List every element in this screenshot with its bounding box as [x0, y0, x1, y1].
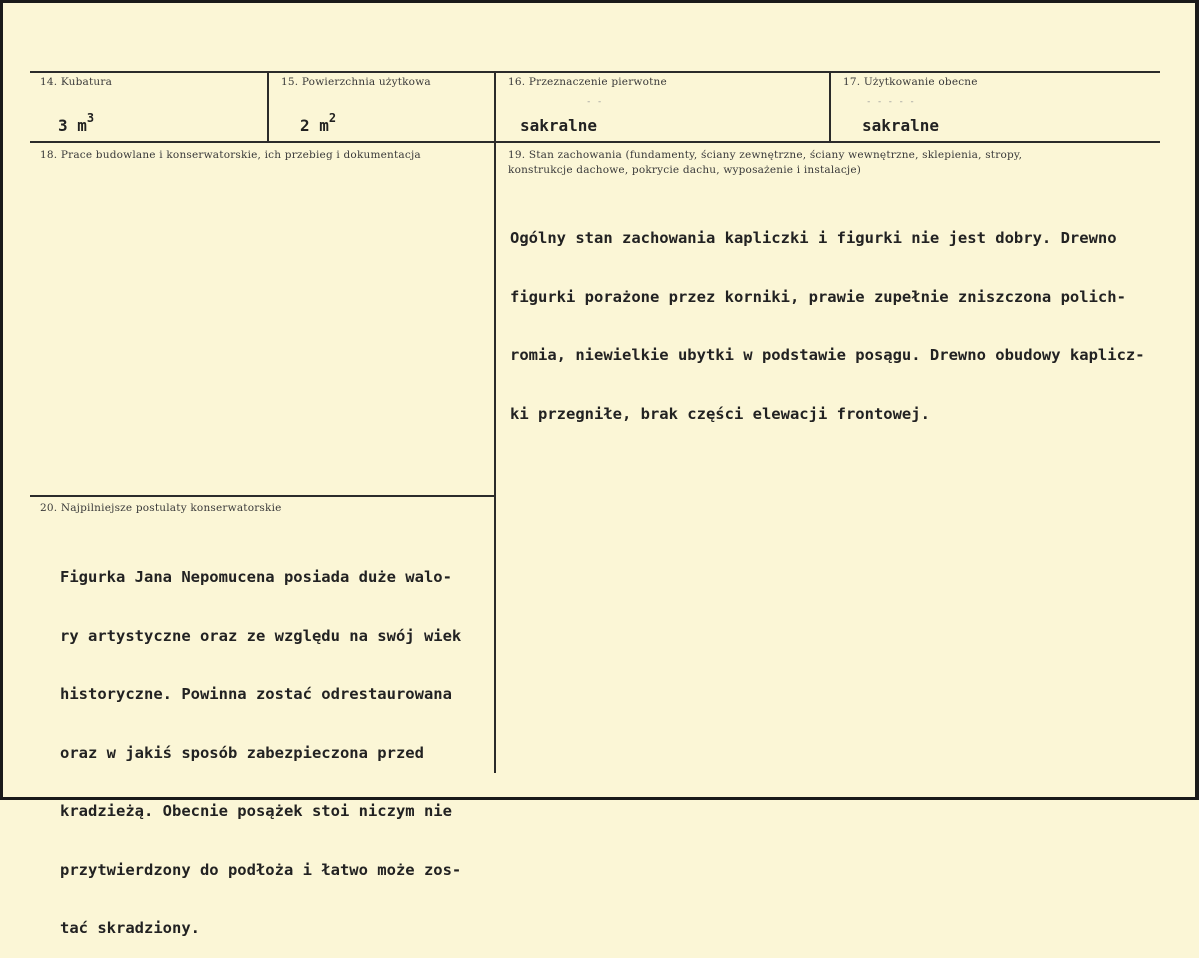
field-20-text-line-5: kradzieżą. Obecnie posążek stoi niczym nie — [60, 802, 452, 820]
field-17-dots: - - - - - — [866, 97, 915, 107]
field-20-text-line-3: historyczne. Powinna zostać odrestaurowana — [60, 685, 452, 703]
row-divider-18-20 — [30, 495, 495, 497]
field-14-label: 14. Kubatura — [40, 76, 113, 88]
field-20-text — [60, 529, 461, 958]
field-15-value-text: 2 m — [300, 116, 329, 135]
field-15-exponent: 2 — [328, 111, 337, 125]
field-20-text-line-7: tać skradziony. — [60, 919, 200, 937]
card-edge-left — [0, 0, 3, 800]
field-18-label: 18. Prace budowlane i konserwatorskie, ich przebieg i dokumentacja — [40, 149, 421, 161]
field-19-text — [510, 190, 1145, 444]
field-14-value-text: 3 m — [58, 116, 87, 135]
field-16-value: sakralne — [520, 116, 598, 135]
field-19-text-line-4: ki przegniłe, brak części elewacji frontowej. — [510, 404, 930, 423]
field-19-text-line-3: romia, niewielkie ubytki w podstawie posągu. Drewno obudowy kaplicz- — [510, 346, 1145, 364]
field-16-label: 16. Przeznaczenie pierwotne — [508, 76, 667, 88]
field-19-label-line-1: 19. Stan zachowania (fundamenty, ściany zewnętrzne, ściany wewnętrzne, sklepienia, stropy, — [508, 149, 1023, 161]
field-14-value — [58, 111, 95, 136]
field-16-dots: - - — [586, 97, 603, 107]
row-divider-1 — [30, 141, 1160, 143]
field-17-value: sakralne — [862, 116, 940, 135]
field-19-label-line-2: konstrukcje dachowe, pokrycie dachu, wyposażenie i instalacje) — [508, 164, 862, 176]
card-edge-right — [1195, 0, 1199, 800]
field-20-label: 20. Najpilniejsze postulaty konserwatorskie — [40, 502, 282, 514]
col-divider-16-17 — [829, 73, 831, 142]
field-20-text-line-6: przytwierdzony do podłoża i łatwo może zos- — [60, 860, 462, 879]
col-divider-15-16 — [494, 73, 496, 773]
field-17-label: 17. Użytkowanie obecne — [843, 76, 978, 88]
field-20-text-line-4: oraz w jakiś sposób zabezpieczona przed — [60, 743, 424, 762]
card-edge-top — [0, 0, 1199, 3]
field-15-label: 15. Powierzchnia użytkowa — [281, 76, 431, 88]
field-19-label — [508, 148, 1022, 178]
field-20-text-line-2: ry artystyczne oraz ze względu na swój wiek — [60, 626, 462, 645]
field-19-text-line-2: figurki porażone przez korniki, prawie zupełnie zniszczona polich- — [510, 287, 1126, 306]
field-20-text-line-1: Figurka Jana Nepomucena posiada duże walo- — [60, 568, 452, 586]
col-divider-14-15 — [267, 73, 269, 142]
field-15-value — [300, 111, 337, 136]
field-19-text-line-1: Ogólny stan zachowania kapliczki i figurki nie jest dobry. Drewno — [510, 229, 1117, 247]
field-14-exponent: 3 — [86, 111, 95, 125]
top-rule — [30, 71, 1160, 73]
